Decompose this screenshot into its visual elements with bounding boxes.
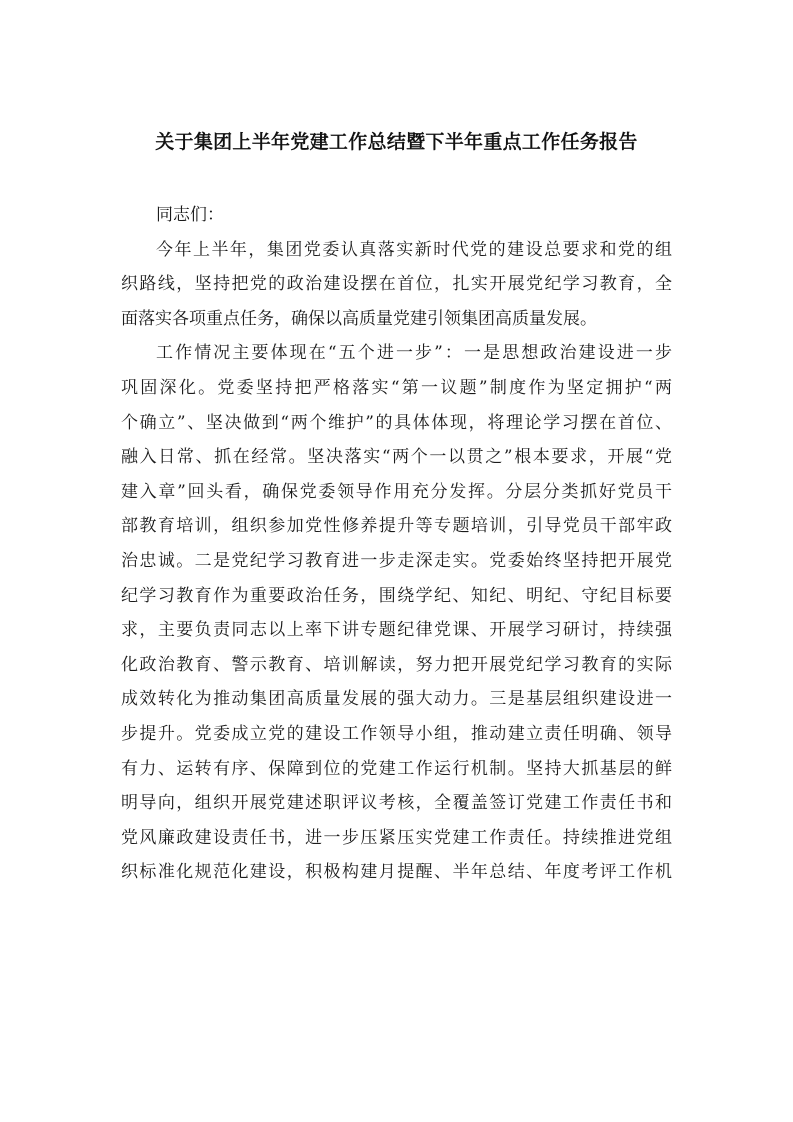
paragraph-line: 织标准化规范化建设，积极构建月提醒、半年总结、年度考评工作机 <box>121 862 672 883</box>
document-body <box>121 198 672 890</box>
paragraph-line: 面落实各项重点任务，确保以高质量党建引领集团高质量发展。 <box>121 308 597 329</box>
paragraph-line: 有力、运转有序、保障到位的党建工作运行机制。坚持大抓基层的鲜 <box>121 758 672 779</box>
paragraph-line: 化政治教育、警示教育、培训解读，努力把开展党纪学习教育的实际 <box>121 654 672 675</box>
paragraph-line: 党风廉政建设责任书，进一步压紧压实党建工作责任。持续推进党组 <box>121 827 672 848</box>
paragraph-line: 织路线，坚持把党的政治建设摆在首位，扎实开展党纪学习教育，全 <box>121 274 672 295</box>
paragraph-line: 明导向，组织开展党建述职评议考核，全覆盖签订党建工作责任书和 <box>121 793 672 814</box>
paragraph-2 <box>121 336 672 890</box>
paragraph-line: 纪学习教育作为重要政治任务，围绕学纪、知纪、明纪、守纪目标要 <box>121 585 672 606</box>
paragraph-line: 建入章”回头看，确保党委领导作用充分发挥。分层分类抓好党员干 <box>121 481 672 502</box>
paragraph-line: 今年上半年，集团党委认真落实新时代党的建设总要求和党的组 <box>156 239 672 260</box>
salutation: 同志们： <box>156 205 224 225</box>
paragraph-line: 成效转化为推动集团高质量发展的强大动力。三是基层组织建设进一 <box>121 689 672 710</box>
paragraph-line: 融入日常、抓在经常。坚决落实“两个一以贯之”根本要求，开展“党 <box>121 447 672 468</box>
paragraph-line: 治忠诚。二是党纪学习教育进一步走深走实。党委始终坚持把开展党 <box>121 550 672 571</box>
document-title: 关于集团上半年党建工作总结暨下半年重点工作任务报告 <box>155 131 638 153</box>
paragraph-1 <box>121 233 672 337</box>
paragraph-line: 求，主要负责同志以上率下讲专题纪律党课、开展学习研讨，持续强 <box>121 620 672 641</box>
paragraph-line: 巩固深化。党委坚持把严格落实“第一议题”制度作为坚定拥护“两 <box>121 377 672 398</box>
paragraph-line: 工作情况主要体现在“五个进一步”：一是思想政治建设进一步 <box>156 343 672 364</box>
paragraph-line: 步提升。党委成立党的建设工作领导小组，推动建立责任明确、领导 <box>121 723 672 744</box>
paragraph-line: 个确立”、坚决做到“两个维护”的具体体现，将理论学习摆在首位、 <box>121 412 672 433</box>
paragraph-line: 部教育培训，组织参加党性修养提升等专题培训，引导党员干部牢政 <box>121 516 672 537</box>
